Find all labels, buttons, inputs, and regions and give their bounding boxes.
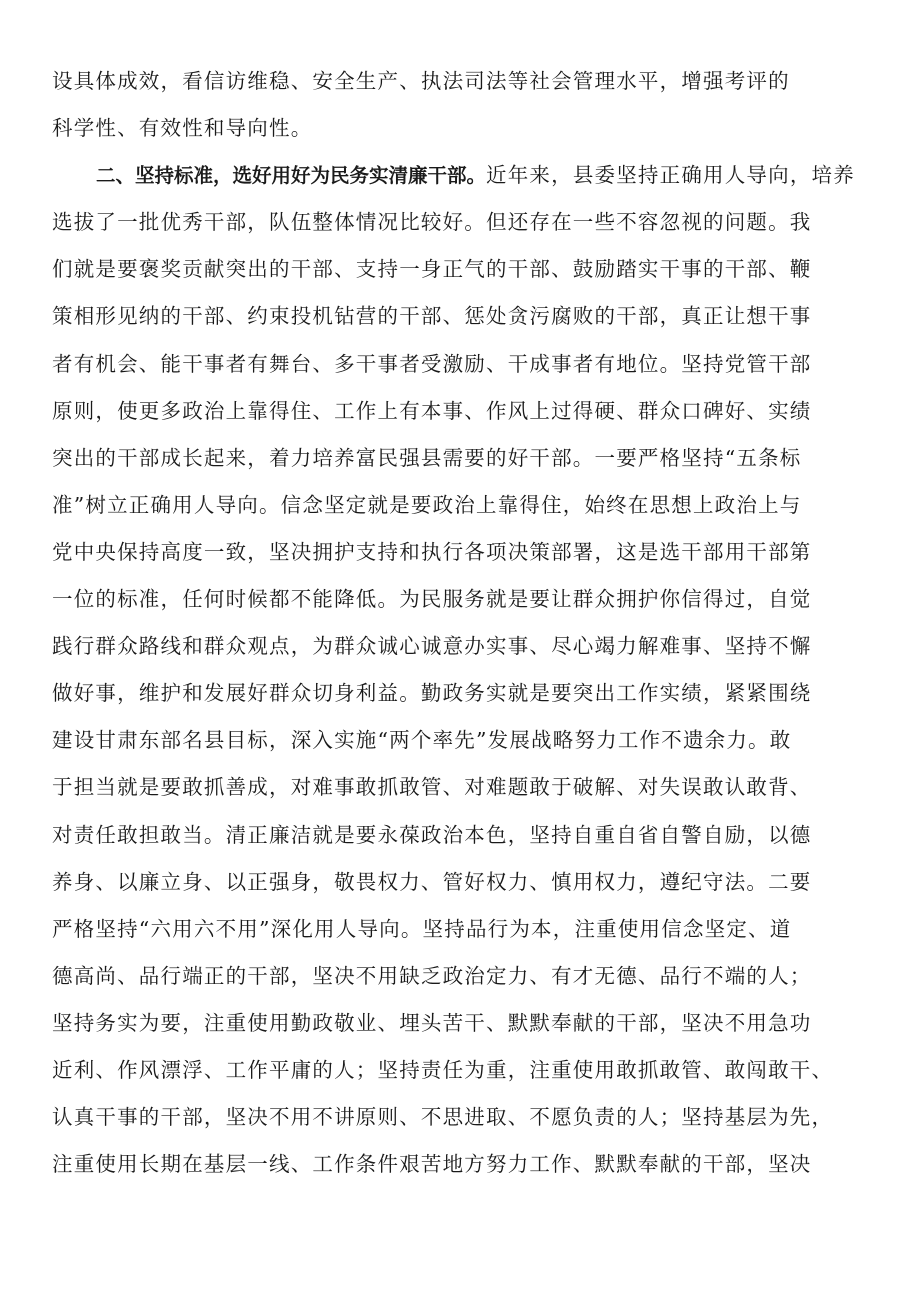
text-line: 选拔了一批优秀干部，队伍整体情况比较好。但还存在一些不容忽视的问题。我 xyxy=(52,210,812,235)
section-heading-line xyxy=(52,152,872,199)
text-line: 严格坚持“六用六不用”深化用人导向。坚持品行为本，注重使用信念坚定、道 xyxy=(52,916,792,941)
text-line: 于担当就是要敢抓善成，对难事敢抓敢管、对难题敢于破解、对失误敢认敢背、 xyxy=(52,775,812,800)
text-line: 者有机会、能干事者有舞台、多干事者受激励、干成事者有地位。坚持党管干部 xyxy=(52,351,812,376)
text-line xyxy=(52,1188,872,1235)
text-line: 原则，使更多政治上靠得住、工作上有本事、作风上过得硬、群众口碑好、实绩 xyxy=(52,398,812,423)
text-line: 对责任敢担敢当。清正廉洁就是要永葆政治本色，坚持自重自省自警自励，以德 xyxy=(52,822,812,847)
text-line: 建设甘肃东部名县目标，深入实施“两个率先”发展战略努力工作不遗余力。敢 xyxy=(52,728,792,753)
text-line: 近利、作风漂浮、工作平庸的人；坚持责任为重，注重使用敢抓敢管、敢闯敢干、 xyxy=(52,1057,834,1082)
text-line: 做好事，维护和发展好群众切身利益。勤政务实就是要突出工作实绩，紧紧围绕 xyxy=(52,681,812,706)
text-line: 认真干事的干部，坚决不用不讲原则、不思进取、不愿负责的人；坚持基层为先， xyxy=(52,1105,834,1130)
text-line: 坚持务实为要，注重使用勤政敬业、埋头苦干、默默奉献的干部，坚决不用急功 xyxy=(52,1010,812,1035)
text-line: 策相形见纳的干部、约束投机钻营的干部、惩处贪污腐败的干部，真正让想干事 xyxy=(52,304,812,329)
text-line: 养身、以廉立身、以正强身，敬畏权力、管好权力、慎用权力，遵纪守法。二要 xyxy=(52,869,812,894)
document-body xyxy=(52,58,872,1235)
text-line: 准”树立正确用人导向。信念坚定就是要政治上靠得住，始终在思想上政治上与 xyxy=(52,492,802,517)
text-line: 党中央保持高度一致，坚决拥护支持和执行各项决策部署，这是选干部用干部第 xyxy=(52,539,812,564)
text-line: 们就是要褒奖贡献突出的干部、支持一身正气的干部、鼓励踏实干事的干部、鞭 xyxy=(52,257,812,282)
text-line: 设具体成效，看信访维稳、安全生产、执法司法等社会管理水平，增强考评的 xyxy=(52,69,790,93)
text-line: 注重使用长期在基层一线、工作条件艰苦地方努力工作、默默奉献的干部，坚决 xyxy=(52,1152,812,1177)
text-line: 科学性、有效性和导向性。 xyxy=(52,116,313,141)
section-heading: 二、坚持标准，选好用好为民务实清廉干部。 xyxy=(96,164,487,188)
text-line: 德高尚、品行端正的干部，坚决不用缺乏政治定力、有才无德、品行不端的人； xyxy=(52,963,812,988)
text-line: 践行群众路线和群众观点，为群众诚心诚意办实事、尽心竭力解难事、坚持不懈 xyxy=(52,634,812,659)
text-line: 一位的标准，任何时候都不能降低。为民服务就是要让群众拥护你信得过，自觉 xyxy=(52,587,812,612)
text-span: 近年来，县委坚持正确用人导向，培养 xyxy=(486,163,855,188)
text-line: 突出的干部成长起来，着力培养富民强县需要的好干部。一要严格坚持“五条标 xyxy=(52,445,802,470)
